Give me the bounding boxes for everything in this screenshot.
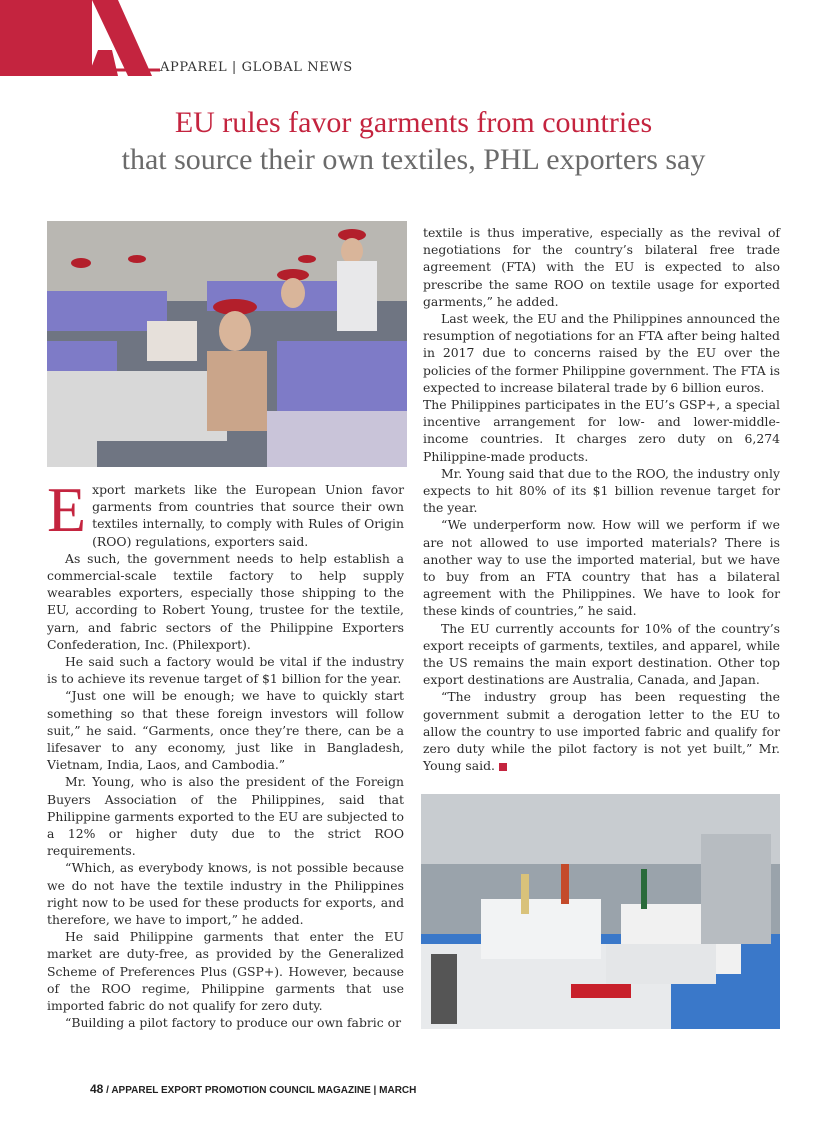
paragraph: “We underperform now. How will we perform if we are not allowed to use imported materials? There is another way to use the imported material, but we have to buy from an FTA country that has a bilateral agreement with the Philippines. We have to look for these kinds of countries,” he said. [423,517,780,619]
magazine-logo [0,0,170,76]
page-footer [90,1082,416,1096]
paragraph: Mr. Young, who is also the president of the Foreign Buyers Association of the Philippines, said that Philippine garments exported to the EU are subjected to a 12% or higher duty due to the strict ROO requirements. [47,774,404,859]
dropcap: E [47,474,87,545]
paragraph: As such, the government needs to help establish a commercial-scale textile factory to help supply wearables exporters, especially those shipping to the EU, according to Robert Young, trustee for the textile, yarn, and fabric sectors of the Philippine Exporters Confederation, Inc. (Philexport). [47,550,404,652]
subheadline: that source their own textiles, PHL exporters say [121,143,706,176]
garment-workers-photo [47,221,407,467]
end-mark-icon [499,763,507,771]
paragraph: Mr. Young said that due to the ROO, the industry only expects to hit 80% of its $1 billion revenue target for the year. [423,465,780,516]
paragraph: textile is thus imperative, especially as the revival of negotiations for the country’s bilateral free trade agreement (FTA) with the EU is expected to also prescribe the same ROO on textile usage for exported garments,” he added. [423,225,780,309]
paragraph: He said such a factory would be vital if the industry is to achieve its revenue target of $1 billion for the year. [47,654,404,687]
page-number: 48 [90,1082,104,1096]
footer-text: / APPAREL EXPORT PROMOTION COUNCIL MAGAZINE | MARCH [103,1085,417,1096]
section-label: APPAREL | GLOBAL NEWS [160,60,353,75]
headline: EU rules favor garments from countries [174,106,653,139]
article-column-right [423,224,780,775]
paragraph: “Which, as everybody knows, is not possible because we do not have the textile industry in the Philippines right now to be used for these products for exports, and therefore, we have to import,” he added. [47,860,404,928]
paragraph: “Building a pilot factory to produce our own fabric or [65,1015,402,1031]
paragraph: xport markets like the European Union favor garments from countries that source their own textiles internally, to comply with Rules of Origin (ROO) regulations, exporters said. [92,482,404,549]
paragraph: “Just one will be enough; we have to quickly start something so that these foreign investors will follow suit,” he said. “Garments, once they’re there, can be a lifesaver to any economy, just like in Bangladesh, Vietnam, India, Laos, and Cambodia.” [47,688,404,773]
paragraph: Last week, the EU and the Philippines announced the resumption of negotiations for an FTA after being halted in 2017 due to concerns raised by the EU over the policies of the former Philippine government. The FTA is expected to increase bilateral trade by 6 billion euros. [423,311,780,395]
sewing-machines-photo [421,794,780,1029]
paragraph: The Philippines participates in the EU’s GSP+, a special incentive arrangement for low- and lower-middle-income countries. It charges zero duty on 6,274 Philippine-made products. [423,397,780,464]
paragraph: The EU currently accounts for 10% of the country’s export receipts of garments, textiles, and apparel, while the US remains the main export destination. Other top export destinations are Australia, Canada, and Japan. [423,620,780,688]
paragraph: He said Philippine garments that enter the EU market are duty-free, as provided by the Generalized Scheme of Preferences Plus (GSP+). However, because of the ROO regime, Philippine garments that use imported fabric do not qualify for zero duty. [47,929,404,1014]
paragraph: “The industry group has been requesting the government submit a derogation letter to the EU to allow the country to use imported fabric and qualify for zero duty while the pilot factory is not yet built,” Mr. Young said. [423,689,780,774]
article-column-left [47,474,404,1032]
